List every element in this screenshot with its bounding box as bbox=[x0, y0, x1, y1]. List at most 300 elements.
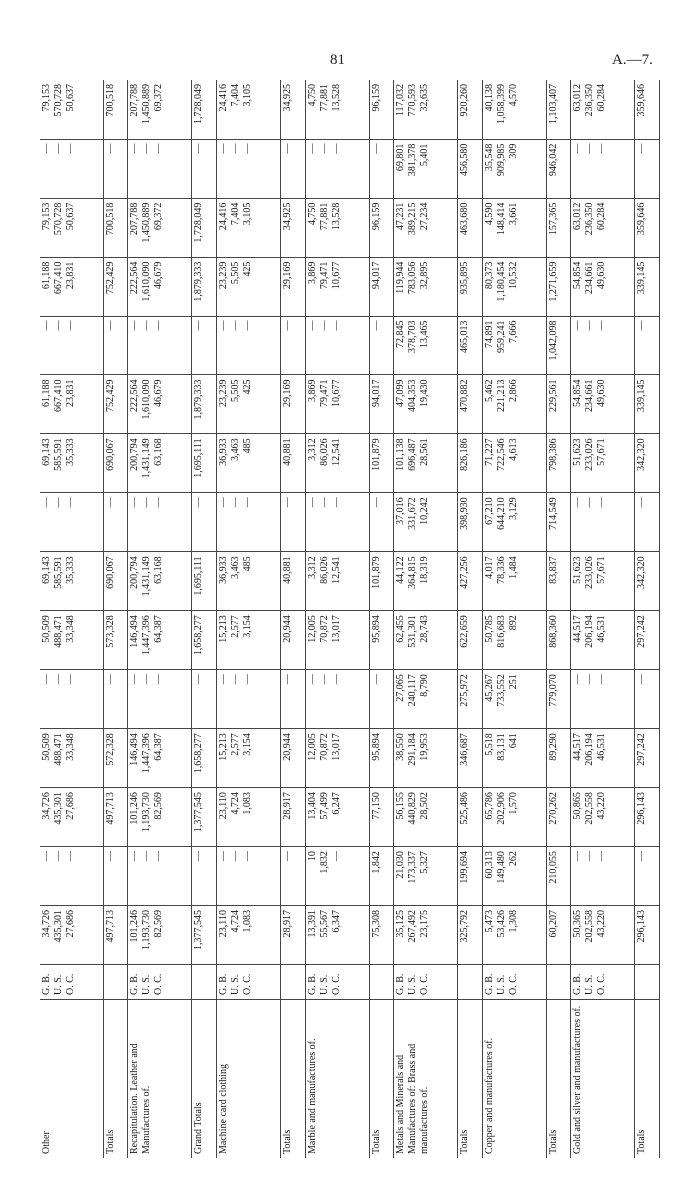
value-cell bbox=[571, 906, 635, 965]
totals-row bbox=[369, 80, 394, 1158]
value-cell bbox=[40, 847, 103, 906]
cell-value: 206,194 bbox=[584, 615, 596, 648]
cell-value: 722,546 bbox=[495, 438, 507, 471]
cell-value: 77,881 bbox=[318, 202, 330, 231]
source-label: G. B. bbox=[395, 973, 407, 995]
value-cell bbox=[635, 434, 660, 493]
value-cell bbox=[280, 906, 305, 965]
value-cell bbox=[280, 493, 305, 552]
cell-value: — bbox=[584, 674, 596, 685]
row-label: Metals and Minerals and Manufactures of: Brass and manufactures of. bbox=[394, 1000, 458, 1159]
value-cell bbox=[216, 434, 280, 493]
cell-value: 54,854 bbox=[572, 261, 584, 290]
page-reference: A.—7. bbox=[612, 52, 653, 68]
value-cell bbox=[546, 847, 571, 906]
cell-value: — bbox=[193, 143, 205, 154]
value-cell bbox=[40, 611, 103, 670]
cell-value: — bbox=[306, 497, 318, 508]
value-cell bbox=[394, 670, 458, 729]
value-cell bbox=[635, 670, 660, 729]
value-cell bbox=[216, 847, 280, 906]
source-labels bbox=[571, 965, 635, 1000]
cell-value: — bbox=[229, 674, 241, 685]
cell-value: 234,661 bbox=[584, 379, 596, 412]
value-cell bbox=[482, 611, 546, 670]
cell-value: 69,143 bbox=[41, 556, 52, 584]
value-cell bbox=[482, 552, 546, 611]
cell-value: 920,260 bbox=[459, 84, 471, 117]
value-cell bbox=[103, 906, 128, 965]
source-labels bbox=[635, 965, 660, 1000]
cell-value: 28,502 bbox=[419, 792, 431, 820]
cell-value: 275,972 bbox=[459, 674, 471, 707]
value-cell bbox=[103, 552, 128, 611]
cell-value: 4,570 bbox=[507, 84, 519, 107]
cell-value: — bbox=[53, 143, 64, 154]
cell-value: 233,026 bbox=[584, 556, 596, 589]
cell-value: 1,042,098 bbox=[547, 320, 559, 361]
cell-value: 892 bbox=[507, 615, 519, 631]
source-label: U. S. bbox=[229, 974, 241, 995]
row-label: Totals bbox=[280, 1000, 305, 1159]
value-cell bbox=[103, 729, 128, 788]
value-cell bbox=[305, 257, 369, 316]
value-cell bbox=[635, 316, 660, 375]
value-cell bbox=[458, 257, 483, 316]
value-cell bbox=[128, 552, 192, 611]
cell-value: — bbox=[104, 497, 116, 508]
cell-value: 49,630 bbox=[596, 261, 608, 290]
value-cell bbox=[571, 434, 635, 493]
cell-value: — bbox=[217, 851, 229, 862]
cell-value: — bbox=[370, 320, 382, 331]
cell-value: 440,829 bbox=[407, 792, 419, 825]
value-cell bbox=[394, 375, 458, 434]
cell-value: 63,012 bbox=[572, 84, 584, 112]
cell-value: 80,373 bbox=[483, 261, 495, 290]
cell-value: 55,567 bbox=[318, 910, 330, 938]
table-row bbox=[40, 80, 103, 1158]
cell-value: 96,159 bbox=[370, 84, 382, 112]
cell-value: 1,083 bbox=[241, 910, 253, 933]
cell-value: — bbox=[596, 497, 608, 508]
value-cell bbox=[128, 729, 192, 788]
cell-value: — bbox=[193, 851, 205, 862]
value-cell bbox=[192, 375, 217, 434]
cell-value: 60,207 bbox=[547, 910, 559, 938]
value-cell bbox=[103, 80, 128, 139]
value-cell bbox=[482, 139, 546, 198]
value-cell bbox=[635, 139, 660, 198]
cell-value: 1,832 bbox=[318, 851, 330, 874]
cell-value: 868,360 bbox=[547, 615, 559, 648]
value-cell bbox=[369, 611, 394, 670]
value-cell bbox=[394, 552, 458, 611]
cell-value: — bbox=[104, 674, 116, 685]
cell-value: 10 bbox=[306, 851, 318, 862]
cell-value: 4,613 bbox=[507, 438, 519, 461]
cell-value: 101,879 bbox=[370, 438, 382, 471]
cell-value: 497,713 bbox=[104, 792, 116, 825]
totals-row bbox=[635, 80, 660, 1158]
cell-value: — bbox=[596, 143, 608, 154]
cell-value: 1,879,333 bbox=[193, 379, 205, 420]
cell-value: 935,895 bbox=[459, 261, 471, 295]
cell-value: 3,154 bbox=[241, 615, 253, 638]
cell-value: — bbox=[370, 674, 382, 685]
cell-value: 690,067 bbox=[104, 438, 116, 471]
cell-value: 270,262 bbox=[547, 792, 559, 825]
cell-value: 4,017 bbox=[483, 556, 495, 579]
value-cell bbox=[394, 788, 458, 847]
value-cell bbox=[571, 80, 635, 139]
value-cell bbox=[394, 198, 458, 257]
value-cell bbox=[280, 611, 305, 670]
value-cell bbox=[40, 670, 103, 729]
cell-value: — bbox=[129, 674, 141, 685]
cell-value: 23,831 bbox=[65, 379, 76, 407]
cell-value: 89,290 bbox=[547, 733, 559, 761]
cell-value: — bbox=[153, 320, 165, 331]
value-cell bbox=[128, 670, 192, 729]
cell-value: 117,032 bbox=[395, 84, 407, 117]
value-cell bbox=[128, 788, 192, 847]
cell-value: 485 bbox=[241, 556, 253, 572]
cell-value: — bbox=[129, 851, 141, 862]
value-cell bbox=[369, 788, 394, 847]
cell-value: — bbox=[330, 674, 342, 685]
cell-value: 733,552 bbox=[495, 674, 507, 707]
cell-value: 783,056 bbox=[407, 261, 419, 295]
cell-value: 1,610,090 bbox=[141, 261, 153, 302]
value-cell bbox=[128, 257, 192, 316]
cell-value: 4,590 bbox=[483, 202, 495, 226]
cell-value: — bbox=[141, 851, 153, 862]
cell-value: — bbox=[281, 320, 293, 331]
cell-value: 222,564 bbox=[129, 379, 141, 412]
cell-value: 770,593 bbox=[407, 84, 419, 117]
cell-value: 40,881 bbox=[281, 438, 293, 466]
cell-value: 696,487 bbox=[407, 438, 419, 471]
cell-value: 488,471 bbox=[53, 733, 64, 766]
cell-value: 53,426 bbox=[495, 910, 507, 938]
value-cell bbox=[192, 847, 217, 906]
cell-value: — bbox=[306, 674, 318, 685]
value-cell bbox=[482, 729, 546, 788]
value-cell bbox=[571, 198, 635, 257]
cell-value: — bbox=[141, 497, 153, 508]
cell-value: 82,569 bbox=[153, 910, 165, 938]
cell-value: 3,869 bbox=[306, 379, 318, 402]
value-cell bbox=[571, 139, 635, 198]
cell-value: 1,447,396 bbox=[141, 733, 153, 774]
trade-statistics-table bbox=[40, 80, 660, 1158]
value-cell bbox=[216, 906, 280, 965]
cell-value: 229,561 bbox=[547, 379, 559, 412]
cell-value: — bbox=[65, 497, 76, 508]
value-cell bbox=[40, 788, 103, 847]
cell-value: 101,246 bbox=[129, 910, 141, 943]
cell-value: 309 bbox=[507, 143, 519, 159]
row-label: Totals bbox=[458, 1000, 483, 1159]
cell-value: — bbox=[636, 320, 648, 331]
cell-value: 51,623 bbox=[572, 556, 584, 584]
cell-value: 798,386 bbox=[547, 438, 559, 471]
cell-value: 200,794 bbox=[129, 438, 141, 471]
value-cell bbox=[305, 316, 369, 375]
cell-value: 71,227 bbox=[483, 438, 495, 466]
cell-value: — bbox=[318, 143, 330, 154]
cell-value: 47,231 bbox=[395, 202, 407, 231]
cell-value: 119,944 bbox=[395, 261, 407, 294]
value-cell bbox=[40, 80, 103, 139]
cell-value: — bbox=[41, 851, 52, 862]
value-cell bbox=[369, 847, 394, 906]
cell-value: 23,110 bbox=[217, 792, 229, 820]
cell-value: 65,786 bbox=[483, 792, 495, 820]
cell-value: — bbox=[306, 320, 318, 331]
cell-value: 291,184 bbox=[407, 733, 419, 766]
cell-value: 40,138 bbox=[483, 84, 495, 112]
cell-value: 1,083 bbox=[241, 792, 253, 815]
cell-value: 23,239 bbox=[217, 261, 229, 290]
value-cell bbox=[394, 729, 458, 788]
value-cell bbox=[192, 257, 217, 316]
cell-value: 297,242 bbox=[636, 733, 648, 766]
source-label: U. S. bbox=[584, 974, 596, 995]
value-cell bbox=[103, 434, 128, 493]
value-cell bbox=[305, 906, 369, 965]
value-cell bbox=[192, 316, 217, 375]
cell-value: 826,186 bbox=[459, 438, 471, 471]
value-cell bbox=[571, 375, 635, 434]
cell-value: 28,743 bbox=[419, 615, 431, 643]
cell-value: 23,831 bbox=[65, 261, 76, 290]
cell-value: 346,687 bbox=[459, 733, 471, 766]
cell-value: 56,155 bbox=[395, 792, 407, 820]
cell-value: 28,917 bbox=[281, 910, 293, 938]
value-cell bbox=[546, 257, 571, 316]
cell-value: 485 bbox=[241, 438, 253, 454]
cell-value: 622,659 bbox=[459, 615, 471, 648]
cell-value: — bbox=[193, 320, 205, 331]
cell-value: 35,333 bbox=[65, 556, 76, 584]
cell-value: 28,561 bbox=[419, 438, 431, 466]
cell-value: — bbox=[104, 320, 116, 331]
cell-value: — bbox=[217, 497, 229, 508]
cell-value: 49,630 bbox=[596, 379, 608, 407]
value-cell bbox=[394, 257, 458, 316]
cell-value: — bbox=[370, 143, 382, 154]
cell-value: 101,246 bbox=[129, 792, 141, 825]
cell-value: 1,450,889 bbox=[141, 84, 153, 124]
cell-value: 29,169 bbox=[281, 379, 293, 407]
cell-value: 23,110 bbox=[217, 910, 229, 938]
cell-value: — bbox=[153, 497, 165, 508]
value-cell bbox=[103, 493, 128, 552]
cell-value: — bbox=[104, 143, 116, 154]
cell-value: — bbox=[41, 674, 52, 685]
cell-value: 50,637 bbox=[65, 84, 76, 112]
cell-value: — bbox=[330, 851, 342, 862]
value-cell bbox=[482, 906, 546, 965]
source-labels bbox=[40, 965, 103, 1000]
cell-value: 63,012 bbox=[572, 202, 584, 231]
cell-value: — bbox=[330, 497, 342, 508]
cell-value: 96,159 bbox=[370, 202, 382, 231]
cell-value: 79,471 bbox=[318, 261, 330, 290]
cell-value: 2,866 bbox=[507, 379, 519, 402]
cell-value: 497,713 bbox=[104, 910, 116, 943]
value-cell bbox=[305, 198, 369, 257]
source-label: U. S. bbox=[495, 974, 507, 995]
cell-value: 425 bbox=[241, 379, 253, 395]
cell-value: 35,333 bbox=[65, 438, 76, 466]
rotated-table bbox=[40, 80, 660, 1158]
cell-value: — bbox=[53, 497, 64, 508]
value-cell bbox=[394, 80, 458, 139]
cell-value: — bbox=[318, 497, 330, 508]
cell-value: 6,347 bbox=[330, 910, 342, 933]
value-cell bbox=[369, 316, 394, 375]
value-cell bbox=[192, 906, 217, 965]
value-cell bbox=[458, 434, 483, 493]
cell-value: 101,879 bbox=[370, 556, 382, 589]
value-cell bbox=[482, 670, 546, 729]
value-cell bbox=[369, 375, 394, 434]
cell-value: 364,815 bbox=[407, 556, 419, 589]
cell-value: 779,070 bbox=[547, 674, 559, 707]
cell-value: 573,328 bbox=[104, 615, 116, 648]
cell-value: 1,193,730 bbox=[141, 910, 153, 951]
cell-value: 251 bbox=[507, 674, 519, 690]
value-cell bbox=[216, 729, 280, 788]
cell-value: — bbox=[141, 320, 153, 331]
cell-value: — bbox=[596, 851, 608, 862]
cell-value: 32,895 bbox=[419, 261, 431, 290]
cell-value: 34,925 bbox=[281, 202, 293, 231]
table-row bbox=[305, 80, 369, 1158]
cell-value: 3,105 bbox=[241, 202, 253, 226]
value-cell bbox=[305, 375, 369, 434]
cell-value: — bbox=[41, 320, 52, 331]
cell-value: 585,591 bbox=[53, 438, 64, 471]
cell-value: 173,337 bbox=[407, 851, 419, 884]
cell-value: 1,879,333 bbox=[193, 261, 205, 302]
source-labels bbox=[369, 965, 394, 1000]
value-cell bbox=[369, 729, 394, 788]
source-label: U. S. bbox=[53, 974, 64, 995]
source-label: G. B. bbox=[572, 973, 584, 995]
cell-value: 207,788 bbox=[129, 84, 141, 117]
cell-value: — bbox=[370, 497, 382, 508]
cell-value: — bbox=[572, 851, 584, 862]
cell-value: 13,391 bbox=[306, 910, 318, 938]
cell-value: — bbox=[318, 674, 330, 685]
value-cell bbox=[369, 552, 394, 611]
value-cell bbox=[369, 670, 394, 729]
source-labels bbox=[482, 965, 546, 1000]
value-cell bbox=[635, 198, 660, 257]
cell-value: 199,694 bbox=[459, 851, 471, 884]
cell-value: 43,220 bbox=[596, 910, 608, 938]
value-cell bbox=[128, 80, 192, 139]
value-cell bbox=[305, 729, 369, 788]
cell-value: 3,312 bbox=[306, 556, 318, 579]
cell-value: 146,494 bbox=[129, 615, 141, 648]
value-cell bbox=[369, 906, 394, 965]
cell-value: — bbox=[65, 143, 76, 154]
cell-value: 83,131 bbox=[495, 733, 507, 761]
cell-value: 15,213 bbox=[217, 615, 229, 643]
value-cell bbox=[192, 139, 217, 198]
cell-value: 29,169 bbox=[281, 261, 293, 290]
cell-value: — bbox=[153, 851, 165, 862]
cell-value: 465,013 bbox=[459, 320, 471, 354]
source-labels bbox=[192, 965, 217, 1000]
cell-value: 236,350 bbox=[584, 202, 596, 236]
cell-value: — bbox=[596, 320, 608, 331]
cell-value: 43,220 bbox=[596, 792, 608, 820]
row-label: Totals bbox=[369, 1000, 394, 1159]
table-row bbox=[482, 80, 546, 1158]
cell-value: 32,635 bbox=[419, 84, 431, 112]
cell-value: — bbox=[129, 497, 141, 508]
value-cell bbox=[40, 257, 103, 316]
cell-value: 78,336 bbox=[495, 556, 507, 584]
value-cell bbox=[458, 847, 483, 906]
value-cell bbox=[482, 375, 546, 434]
value-cell bbox=[546, 493, 571, 552]
cell-value: 5,462 bbox=[483, 379, 495, 402]
cell-value: 4,750 bbox=[306, 202, 318, 226]
row-label: Grand Totals bbox=[192, 1000, 217, 1159]
cell-value: 3,312 bbox=[306, 438, 318, 461]
value-cell bbox=[128, 139, 192, 198]
cell-value: — bbox=[104, 851, 116, 862]
value-cell bbox=[192, 198, 217, 257]
cell-value: 331,672 bbox=[407, 497, 419, 530]
value-cell bbox=[280, 670, 305, 729]
value-cell bbox=[571, 670, 635, 729]
value-cell bbox=[546, 375, 571, 434]
cell-value: 57,671 bbox=[596, 556, 608, 584]
cell-value: — bbox=[65, 674, 76, 685]
value-cell bbox=[482, 788, 546, 847]
cell-value: — bbox=[229, 851, 241, 862]
cell-value: 23,175 bbox=[419, 910, 431, 938]
cell-value: 27,686 bbox=[65, 792, 76, 820]
value-cell bbox=[103, 847, 128, 906]
cell-value: 525,486 bbox=[459, 792, 471, 825]
value-cell bbox=[458, 198, 483, 257]
cell-value: 296,143 bbox=[636, 910, 648, 943]
cell-value: — bbox=[193, 497, 205, 508]
cell-value: 12,005 bbox=[306, 615, 318, 643]
cell-value: 82,569 bbox=[153, 792, 165, 820]
cell-value: 3,129 bbox=[507, 497, 519, 520]
value-cell bbox=[280, 552, 305, 611]
cell-value: — bbox=[636, 143, 648, 154]
cell-value: 94,017 bbox=[370, 379, 382, 407]
cell-value: 20,944 bbox=[281, 733, 293, 761]
value-cell bbox=[571, 729, 635, 788]
value-cell bbox=[458, 906, 483, 965]
value-cell bbox=[280, 375, 305, 434]
cell-value: 146,494 bbox=[129, 733, 141, 766]
source-label: U. S. bbox=[407, 974, 419, 995]
cell-value: 206,194 bbox=[584, 733, 596, 766]
